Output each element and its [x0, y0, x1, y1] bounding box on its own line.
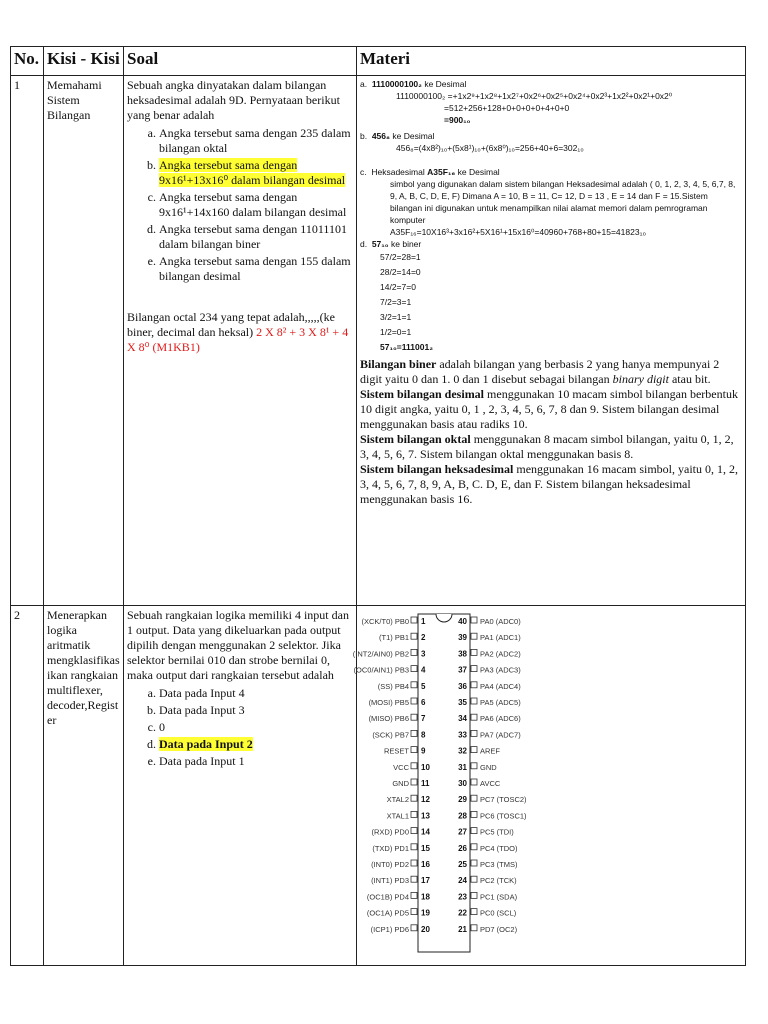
ic-pin-label: (INT0) PD2	[371, 860, 409, 869]
ic-pin-label: PA1 (ADC1)	[480, 633, 521, 643]
ic-pin-number: 21	[458, 924, 467, 934]
ic-pin-left	[372, 844, 430, 853]
ic-pin-square	[471, 811, 477, 817]
ic-pin-label: (MISO) PB6	[368, 714, 409, 724]
materi-conversions	[360, 78, 742, 355]
ic-pin-square	[411, 730, 417, 736]
ic-pin-label: PA2 (ADC2)	[480, 649, 521, 659]
ic-pin-square	[411, 844, 417, 850]
ic-pin-number: 7	[421, 714, 426, 724]
materi-a-bold: 1110000100₂	[371, 79, 422, 89]
materi-b-title-text: ke Desimal	[390, 131, 435, 141]
ic-pin-label: PA4 (ADC4)	[480, 681, 521, 691]
ic-pin-square	[411, 714, 417, 720]
answer-highlight: Data pada Input 2	[159, 737, 253, 751]
ic-pin-number: 8	[421, 730, 426, 740]
ic-pin-number: 23	[458, 892, 467, 902]
ic-pin-square	[471, 860, 477, 866]
ic-pin-label: PA6 (ADC6)	[480, 714, 521, 724]
ic-pin-number: 4	[421, 665, 426, 675]
ic-pin-label: PC5 (TDI)	[480, 827, 514, 837]
ic-pin-square	[411, 909, 417, 915]
ic-pin-label: GND	[480, 762, 497, 772]
materi-c-line2: A35F₁₆=10X16³+3x16²+5X16¹+15x16⁰=40960+768+80+15=41823₁₀	[390, 227, 646, 237]
table-row	[11, 606, 746, 966]
ic-pin-number: 31	[458, 762, 467, 772]
row1-second-question-answer: 2 X 8² + 3 X 8¹ + 4 X 8⁰ (M1KB1)	[127, 325, 349, 354]
ic-pin-label: AVCC	[480, 779, 501, 788]
row2-option-d-answer	[159, 737, 353, 752]
ic-pin-number: 13	[421, 811, 430, 821]
row2-option-b: b. Data pada Input 3	[159, 703, 353, 718]
ic-pin-label: (MOSI) PB5	[368, 698, 409, 707]
ic-pin-label: (TXD) PD1	[372, 843, 409, 853]
ic-pin-label: XTAL1	[386, 811, 409, 821]
materi-c-line1: simbol yang digunakan dalam sistem bilangan Heksadesimal adalah ( 0, 1, 2, 3, 4, 5, 6,7, 8, 9, A, B, C, D, E, F) Dimana A = 10, B = 11, C= 12, D = 13 , E = 14 dan F = 15.Sistem bilangan ini digunakan untuk menampilkan nilai alamat memori dalam pemrograman komputer	[390, 179, 736, 225]
ic-pin-label: PD7 (OC2)	[480, 924, 518, 934]
ic-pin-square	[411, 617, 417, 623]
ic-pin-right	[458, 828, 514, 837]
ic-pin-left	[387, 811, 431, 820]
row2-kisi: Menerapkan logika aritmatik mengklasifikasikan rangkaian multiflexer, decoder,Register	[44, 606, 124, 966]
header-soal: Soal	[124, 47, 357, 76]
materi-a-line3: =900₁₀	[444, 115, 471, 125]
ic-pin-square	[471, 714, 477, 720]
ic-pin-number: 2	[421, 633, 426, 643]
materi-d-label: d.	[360, 239, 368, 249]
ic-pin-square	[471, 747, 477, 753]
materi-d-step: 28/2=14=0	[380, 267, 421, 277]
materi-para-desimal	[360, 387, 742, 432]
materi-a-label: a.	[360, 79, 368, 89]
ic-pin-square	[471, 828, 477, 834]
ic-pin-label: PC1 (SDA)	[480, 892, 518, 902]
ic-pin-left	[371, 925, 431, 934]
materi-para-desimal-bold: Sistem bilangan desimal	[360, 387, 485, 401]
materi-c-bold: A35F₁₆	[427, 167, 456, 177]
ic-pin-left	[392, 779, 430, 788]
ic-pinout-diagram	[352, 608, 742, 948]
materi-b-title	[360, 130, 742, 142]
materi-para-heksadesimal-bold: Sistem bilangan heksadesimal	[360, 462, 514, 476]
ic-pin-number: 20	[421, 924, 430, 934]
materi-d-step: 1/2=0=1	[380, 327, 412, 337]
ic-pin-number: 9	[421, 746, 426, 756]
ic-pin-label: (RXD) PD0	[371, 827, 409, 837]
ic-pin-label: (T1) PB1	[378, 633, 409, 643]
ic-pin-square	[471, 763, 477, 769]
ic-pin-number: 35	[458, 698, 467, 707]
ic-pin-number: 17	[421, 876, 430, 886]
materi-d-step: 7/2=3=1	[380, 297, 412, 307]
row1-soal	[124, 76, 357, 606]
ic-pin-label: PC6 (TOSC1)	[480, 811, 527, 821]
ic-pin-number: 27	[458, 827, 467, 837]
ic-pin-square	[411, 682, 417, 688]
materi-d-step: 14/2=7=0	[380, 282, 416, 292]
ic-pin-number: 12	[421, 795, 430, 805]
row1-option-e: e. Angka tersebut sama dengan 155 dalam bilangan desimal	[159, 254, 353, 284]
ic-pin-square	[411, 795, 417, 801]
ic-pin-right	[458, 747, 500, 756]
materi-para-oktal-text: menggunakan 8 macam simbol bilangan, yaitu 0, 1, 2, 3, 4, 5, 6, 7. Sistem bilangan oktal menggunakan basis 8.	[360, 432, 734, 461]
materi-a-line1: 1110000100₂ =+1x2⁹+1x2⁸+1x2⁷+0x2⁶+0x2⁵+0x2⁴+0x2³+1x2²+0x2¹+0x2⁰	[396, 91, 673, 101]
ic-pin-label: VCC	[393, 762, 409, 772]
ic-pin-number: 14	[421, 827, 430, 837]
materi-d-title	[360, 238, 742, 250]
ic-pin-square	[411, 747, 417, 753]
ic-pin-left	[369, 714, 426, 723]
materi-para-biner	[360, 357, 742, 387]
ic-pin-left	[393, 763, 430, 772]
ic-pin-left	[369, 698, 426, 707]
ic-pin-label: XTAL2	[386, 795, 409, 805]
ic-pin-left	[371, 828, 430, 837]
ic-pin-number: 19	[421, 908, 430, 918]
ic-pin-square	[471, 795, 477, 801]
answer-highlight: Angka tersebut sama dengan 9x16¹+13x16⁰ dalam bilangan desimal	[159, 158, 346, 187]
header-row	[11, 47, 746, 76]
materi-para-biner-end: atau bit.	[668, 372, 711, 386]
materi-d-result: 57₁₀=111001₂	[380, 342, 433, 352]
materi-c-title-text: Heksadesimal	[371, 167, 428, 177]
row2-soal	[124, 606, 357, 966]
materi-paragraphs	[360, 357, 742, 507]
ic-pin-number: 11	[421, 779, 430, 788]
ic-pin-square	[471, 844, 477, 850]
materi-para-desimal-text: menggunakan 10 macam simbol bilangan berbentuk 10 digit angka, yaitu 0, 1 , 2, 3, 4, 5, 6, 7, 8 dan 9. Sistem bilangan desimal menggunakan basis atau radiks 10.	[360, 387, 738, 431]
materi-para-biner-bold: Bilangan biner	[360, 357, 437, 371]
ic-pin-left	[371, 876, 430, 885]
row1-option-b-answer	[159, 158, 353, 188]
materi-d-step: 57/2=28=1	[380, 252, 421, 262]
ic-pin-right	[458, 763, 497, 772]
materi-c-title	[360, 166, 742, 178]
ic-pin-left	[354, 666, 426, 675]
materi-c-label: c.	[360, 167, 367, 177]
ic-pin-label: PA3 (ADC3)	[480, 665, 521, 675]
ic-pin-square	[411, 649, 417, 655]
materi-a-title	[360, 78, 742, 90]
ic-pin-number: 6	[421, 698, 426, 707]
ic-pin-number: 15	[421, 843, 430, 853]
row1-question-stem: Sebuah angka dinyatakan dalam bilangan heksadesimal adalah 9D. Pernyataan berikut yang benar adalah	[127, 78, 340, 122]
materi-para-biner-text: adalah bilangan yang berbasis 2 yang hanya mempunyai 2 digit yaitu 0 dan 1. 0 dan 1 disebut sebagai bilangan	[360, 357, 720, 386]
ic-pin-number: 38	[458, 649, 467, 659]
ic-pin-number: 1	[421, 617, 426, 626]
row1-kisi: Memahami Sistem Bilangan	[44, 76, 124, 606]
materi-para-heksadesimal-text: menggunakan 16 macam simbol, yaitu 0, 1, 2, 3, 4, 5, 6, 7, 8, 9, A, B, C. D, E, dan F. Sistem bilangan heksadesimal menggunakan basis 16.	[360, 462, 738, 506]
ic-pin-left	[353, 649, 426, 658]
ic-pin-label: (ICP1) PD6	[370, 924, 409, 934]
ic-pin-square	[471, 682, 477, 688]
ic-pin-square	[411, 763, 417, 769]
row1-no: 1	[11, 76, 44, 606]
ic-pin-number: 33	[458, 730, 467, 740]
ic-pin-square	[411, 860, 417, 866]
ic-pin-label: (OC1B) PD4	[366, 892, 409, 902]
row2-materi	[352, 606, 746, 966]
ic-pin-number: 5	[421, 681, 426, 691]
ic-pin-number: 32	[458, 746, 467, 756]
ic-pin-square	[471, 666, 477, 672]
row1-option-a: a. Angka tersebut sama dengan 235 dalam bilangan oktal	[159, 126, 353, 156]
ic-pin-square	[411, 811, 417, 817]
materi-para-oktal-bold: Sistem bilangan oktal	[360, 432, 471, 446]
ic-pin-square	[411, 698, 417, 704]
ic-pin-left	[367, 909, 431, 918]
ic-pin-square	[411, 876, 417, 882]
row1-materi	[357, 76, 746, 606]
ic-pin-number: 37	[458, 665, 467, 675]
ic-pin-left	[367, 892, 431, 901]
materi-d-title-text: ke biner	[388, 239, 422, 249]
ic-pin-square	[471, 617, 477, 623]
ic-pin-number: 16	[421, 860, 430, 869]
materi-d-bold: 57₁₀	[371, 239, 389, 249]
ic-pin-number: 36	[458, 681, 467, 691]
ic-pin-number: 24	[458, 876, 467, 886]
ic-pin-square	[471, 925, 477, 931]
ic-pin-label: PC2 (TCK)	[480, 876, 517, 886]
materi-para-oktal	[360, 432, 742, 462]
row1-second-question-text: Bilangan octal 234 yang tepat adalah,,,,,(ke biner, decimal dan heksal)	[127, 310, 335, 339]
ic-pin-label: (INT1) PD3	[371, 876, 409, 886]
ic-pin-right	[458, 876, 517, 885]
header-kisi: Kisi - Kisi	[44, 47, 124, 76]
ic-pin-number: 26	[458, 843, 467, 853]
ic-pin-number: 3	[421, 649, 426, 659]
ic-pin-square	[471, 876, 477, 882]
ic-pin-square	[471, 649, 477, 655]
ic-pin-square	[471, 698, 477, 704]
question-grid-table	[10, 46, 746, 966]
table-row	[11, 76, 746, 606]
ic-pin-number: 18	[421, 892, 430, 902]
row1-option-d: d. Angka tersebut sama dengan 11011101 dalam bilangan biner	[159, 222, 353, 252]
ic-pin-left	[387, 795, 431, 804]
ic-pin-label: (SCK) PB7	[372, 730, 409, 740]
ic-pin-label: RESET	[383, 746, 409, 756]
ic-pin-number: 22	[458, 908, 467, 918]
ic-pin-square	[411, 892, 417, 898]
ic-pin-left	[361, 617, 426, 626]
header-no: No.	[11, 47, 44, 76]
ic-pin-label: (INT2/AIN0) PB2	[352, 649, 409, 659]
ic-pin-right	[458, 779, 501, 788]
materi-b-line1: 456₈=(4x8²)₁₀+(5x8¹)₁₀+(6x8⁰)₁₀=256+40+6=302₁₀	[396, 143, 584, 153]
materi-c-title-end: ke Desimal	[455, 167, 500, 177]
ic-pin-label: PA0 (ADC0)	[480, 617, 521, 626]
materi-a-title-text: ke Desimal	[421, 79, 467, 89]
row2-no: 2	[11, 606, 44, 966]
ic-pin-square	[471, 633, 477, 639]
header-materi: Materi	[357, 47, 746, 76]
ic-pin-label: PC4 (TDO)	[480, 843, 518, 853]
ic-pin-label: GND	[392, 779, 409, 788]
ic-pin-number: 34	[458, 714, 467, 724]
ic-pin-number: 29	[458, 795, 467, 805]
materi-b-bold: 456₈	[371, 131, 390, 141]
ic-pin-square	[471, 779, 477, 785]
materi-para-heksadesimal	[360, 462, 742, 507]
ic-pin-number: 25	[458, 860, 467, 869]
ic-pin-number: 28	[458, 811, 467, 821]
ic-pin-label: PC7 (TOSC2)	[480, 795, 527, 805]
ic-pin-square	[411, 779, 417, 785]
row2-option-e: e. Data pada Input 1	[159, 754, 353, 769]
ic-pin-left	[371, 860, 430, 869]
row2-option-c: c. 0	[159, 720, 353, 735]
materi-para-biner-italic: binary digit	[612, 372, 669, 386]
row1-second-question	[127, 310, 353, 355]
ic-pin-label: PA7 (ADC7)	[480, 730, 521, 740]
materi-a-line2: =512+256+128+0+0+0+0+4+0+0	[444, 103, 570, 113]
ic-pin-number: 30	[458, 779, 467, 788]
ic-pinout-svg	[352, 610, 550, 955]
ic-pin-label: AREF	[480, 746, 501, 756]
ic-pin-number: 39	[458, 633, 467, 643]
ic-pin-square	[411, 666, 417, 672]
ic-pin-label: (OC1A) PD5	[366, 908, 409, 918]
ic-pin-square	[411, 925, 417, 931]
ic-pin-label: PC0 (SCL)	[480, 908, 517, 918]
materi-d-steps	[360, 250, 742, 355]
row1-options-list	[127, 126, 353, 284]
ic-pin-number: 40	[458, 617, 467, 626]
ic-pin-square	[471, 909, 477, 915]
materi-b-label: b.	[360, 131, 368, 141]
ic-pin-label: PC3 (TMS)	[480, 860, 518, 869]
ic-pin-square	[411, 828, 417, 834]
ic-pin-square	[411, 633, 417, 639]
row2-option-a: a. Data pada Input 4	[159, 686, 353, 701]
ic-pin-label: (XCK/T0) PB0	[361, 617, 409, 626]
ic-pin-number: 10	[421, 762, 430, 772]
row2-question-stem: Sebuah rangkaian logika memiliki 4 input dan 1 output. Data yang dikeluarkan pada output dipilih dengan menggunakan 2 selektor. Jika selektor bernilai 010 dan strobe bernilai 0, maka output dari rangkaian tersebut adalah	[127, 608, 349, 682]
ic-pin-square	[471, 892, 477, 898]
ic-pin-label: (SS) PB4	[377, 681, 409, 691]
ic-pin-label: (OC0/AIN1) PB3	[353, 665, 409, 675]
materi-d-step: 3/2=1=1	[380, 312, 412, 322]
row2-options-list	[127, 686, 353, 769]
row1-option-c: c. Angka tersebut sama dengan 9x16¹+14x160 dalam bilangan desimal	[159, 190, 353, 220]
ic-pin-square	[471, 730, 477, 736]
ic-pin-right	[458, 909, 517, 918]
ic-pin-label: PA5 (ADC5)	[480, 698, 521, 707]
